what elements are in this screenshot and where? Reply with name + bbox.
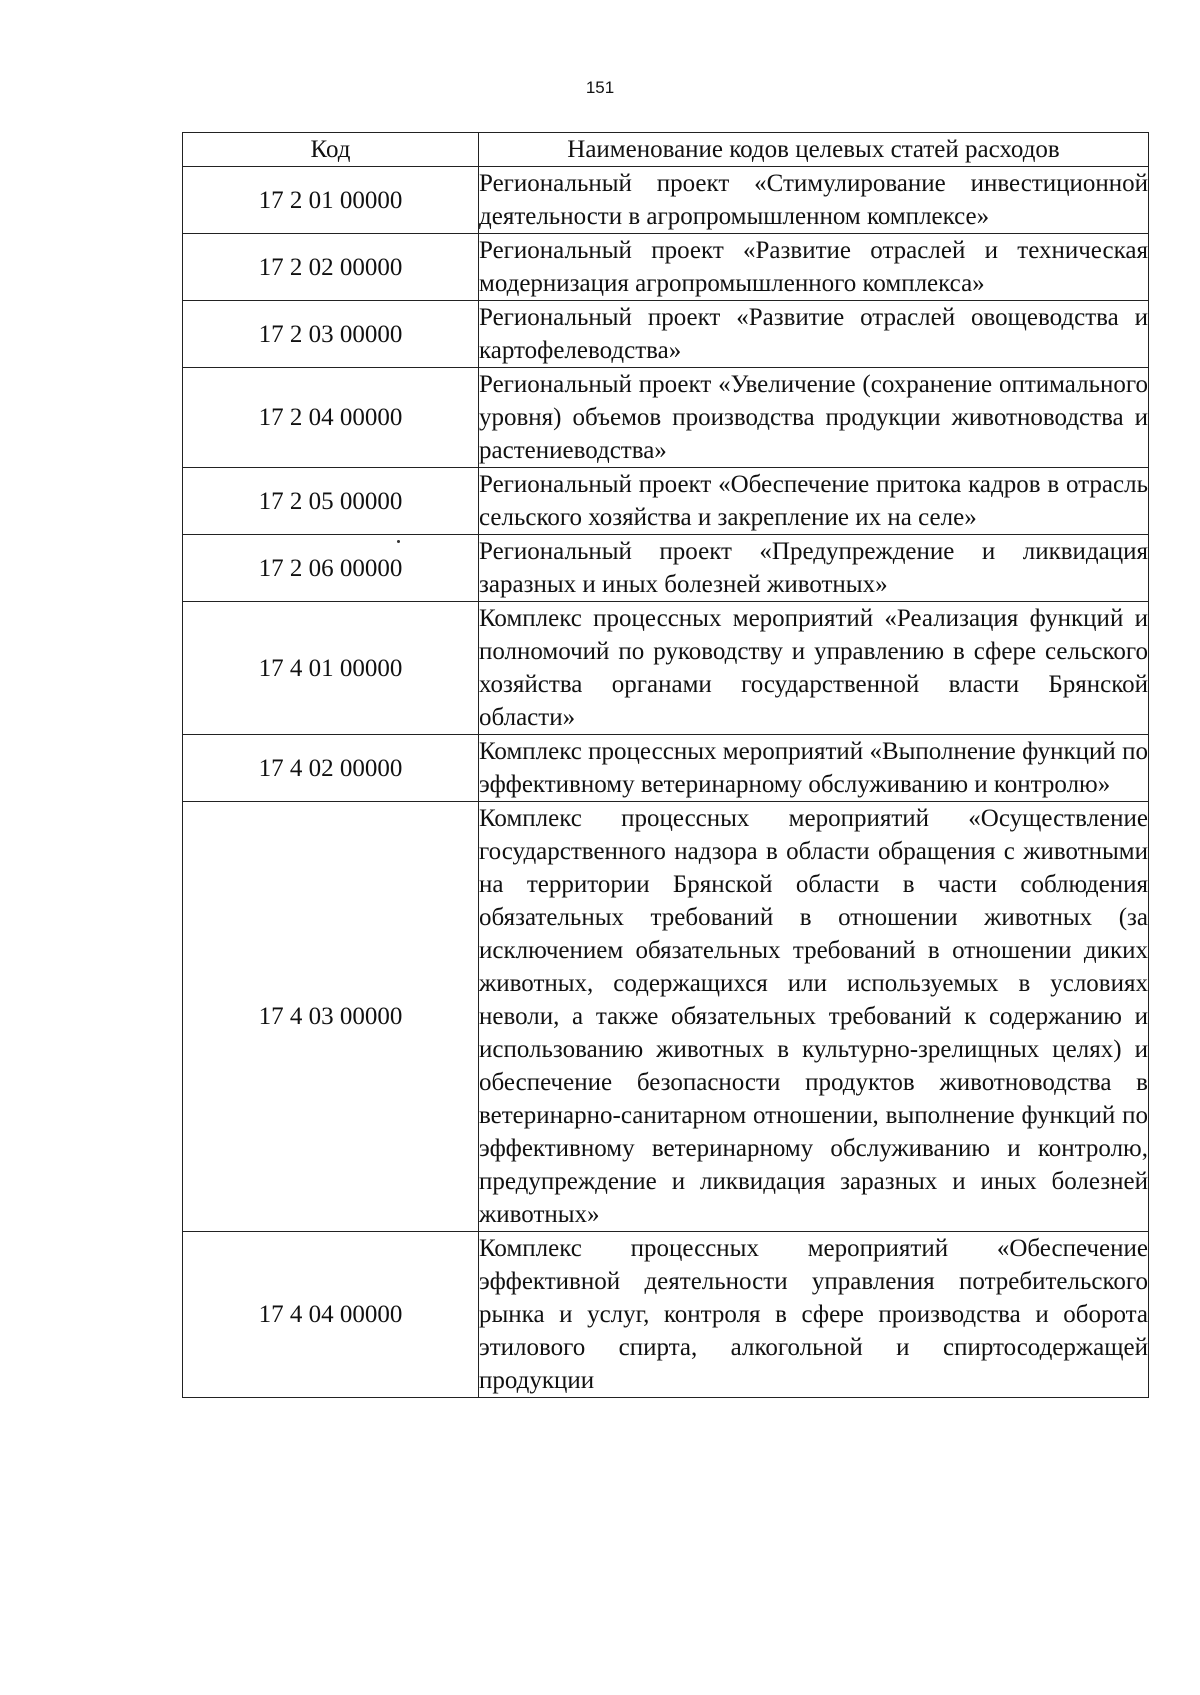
table-row	[183, 234, 1149, 301]
page-number: 151	[585, 78, 615, 97]
row-name: Комплекс процессных мероприятий «Реализация функций и полномочий по руководству и управлению в сфере сельского хозяйства органами государственной власти Брянской области»	[479, 602, 1149, 735]
target-expense-codes-table	[182, 132, 1149, 1398]
row-code: 17 2 06 00000	[183, 535, 479, 602]
table-row	[183, 468, 1149, 535]
row-code: 17 2 04 00000	[183, 368, 479, 468]
row-name: Региональный проект «Развитие отраслей и техническая модернизация агропромышленного комплекса»	[479, 234, 1149, 301]
row-name: Региональный проект «Стимулирование инвестиционной деятельности в агропромышленном комплексе»	[479, 167, 1149, 234]
row-name: Региональный проект «Предупреждение и ликвидация заразных и иных болезней животных»	[479, 535, 1149, 602]
table-row	[183, 602, 1149, 735]
row-name: Комплекс процессных мероприятий «Выполнение функций по эффективному ветеринарному обслуживанию и контролю»	[479, 735, 1149, 802]
header-name: Наименование кодов целевых статей расходов	[479, 133, 1149, 167]
table-row	[183, 301, 1149, 368]
row-code: 17 2 01 00000	[183, 167, 479, 234]
row-name: Региональный проект «Обеспечение притока кадров в отрасль сельского хозяйства и закрепление их на селе»	[479, 468, 1149, 535]
row-code: 17 2 05 00000	[183, 468, 479, 535]
row-name: Региональный проект «Увеличение (сохранение оптимального уровня) объемов производства продукции животноводства и растениеводства»	[479, 368, 1149, 468]
table-header-row	[183, 133, 1149, 167]
table-row	[183, 368, 1149, 468]
row-code: 17 2 03 00000	[183, 301, 479, 368]
row-code: 17 4 04 00000	[183, 1232, 479, 1398]
row-code: 17 4 03 00000	[183, 802, 479, 1232]
table-row	[183, 1232, 1149, 1398]
table-row	[183, 167, 1149, 234]
header-code: Код	[183, 133, 479, 167]
row-name: Комплекс процессных мероприятий «Обеспечение эффективной деятельности управления потребительского рынка и услуг, контроля в сфере производства и оборота этилового спирта, алкогольной и спиртосодержащей продукции	[479, 1232, 1149, 1398]
table-row	[183, 802, 1149, 1232]
table-row	[183, 735, 1149, 802]
row-code: 17 4 01 00000	[183, 602, 479, 735]
row-code: 17 2 02 00000	[183, 234, 479, 301]
row-name: Региональный проект «Развитие отраслей овощеводства и картофелеводства»	[479, 301, 1149, 368]
row-code: 17 4 02 00000	[183, 735, 479, 802]
table-row	[183, 535, 1149, 602]
row-name: Комплекс процессных мероприятий «Осуществление государственного надзора в области обращения с животными на территории Брянской области в части соблюдения обязательных требований в отношении животных (за исключением обязательных требований в отношении диких животных, содержащихся или используемых в условиях неволи, а также обязательных требований к содержанию и использованию животных в культурно-зрелищных целях) и обеспечение безопасности продуктов животноводства в ветеринарно-санитарном отношении, выполнение функций по эффективному ветеринарному обслуживанию и контролю, предупреждение и ликвидация заразных и иных болезней животных»	[479, 802, 1149, 1232]
